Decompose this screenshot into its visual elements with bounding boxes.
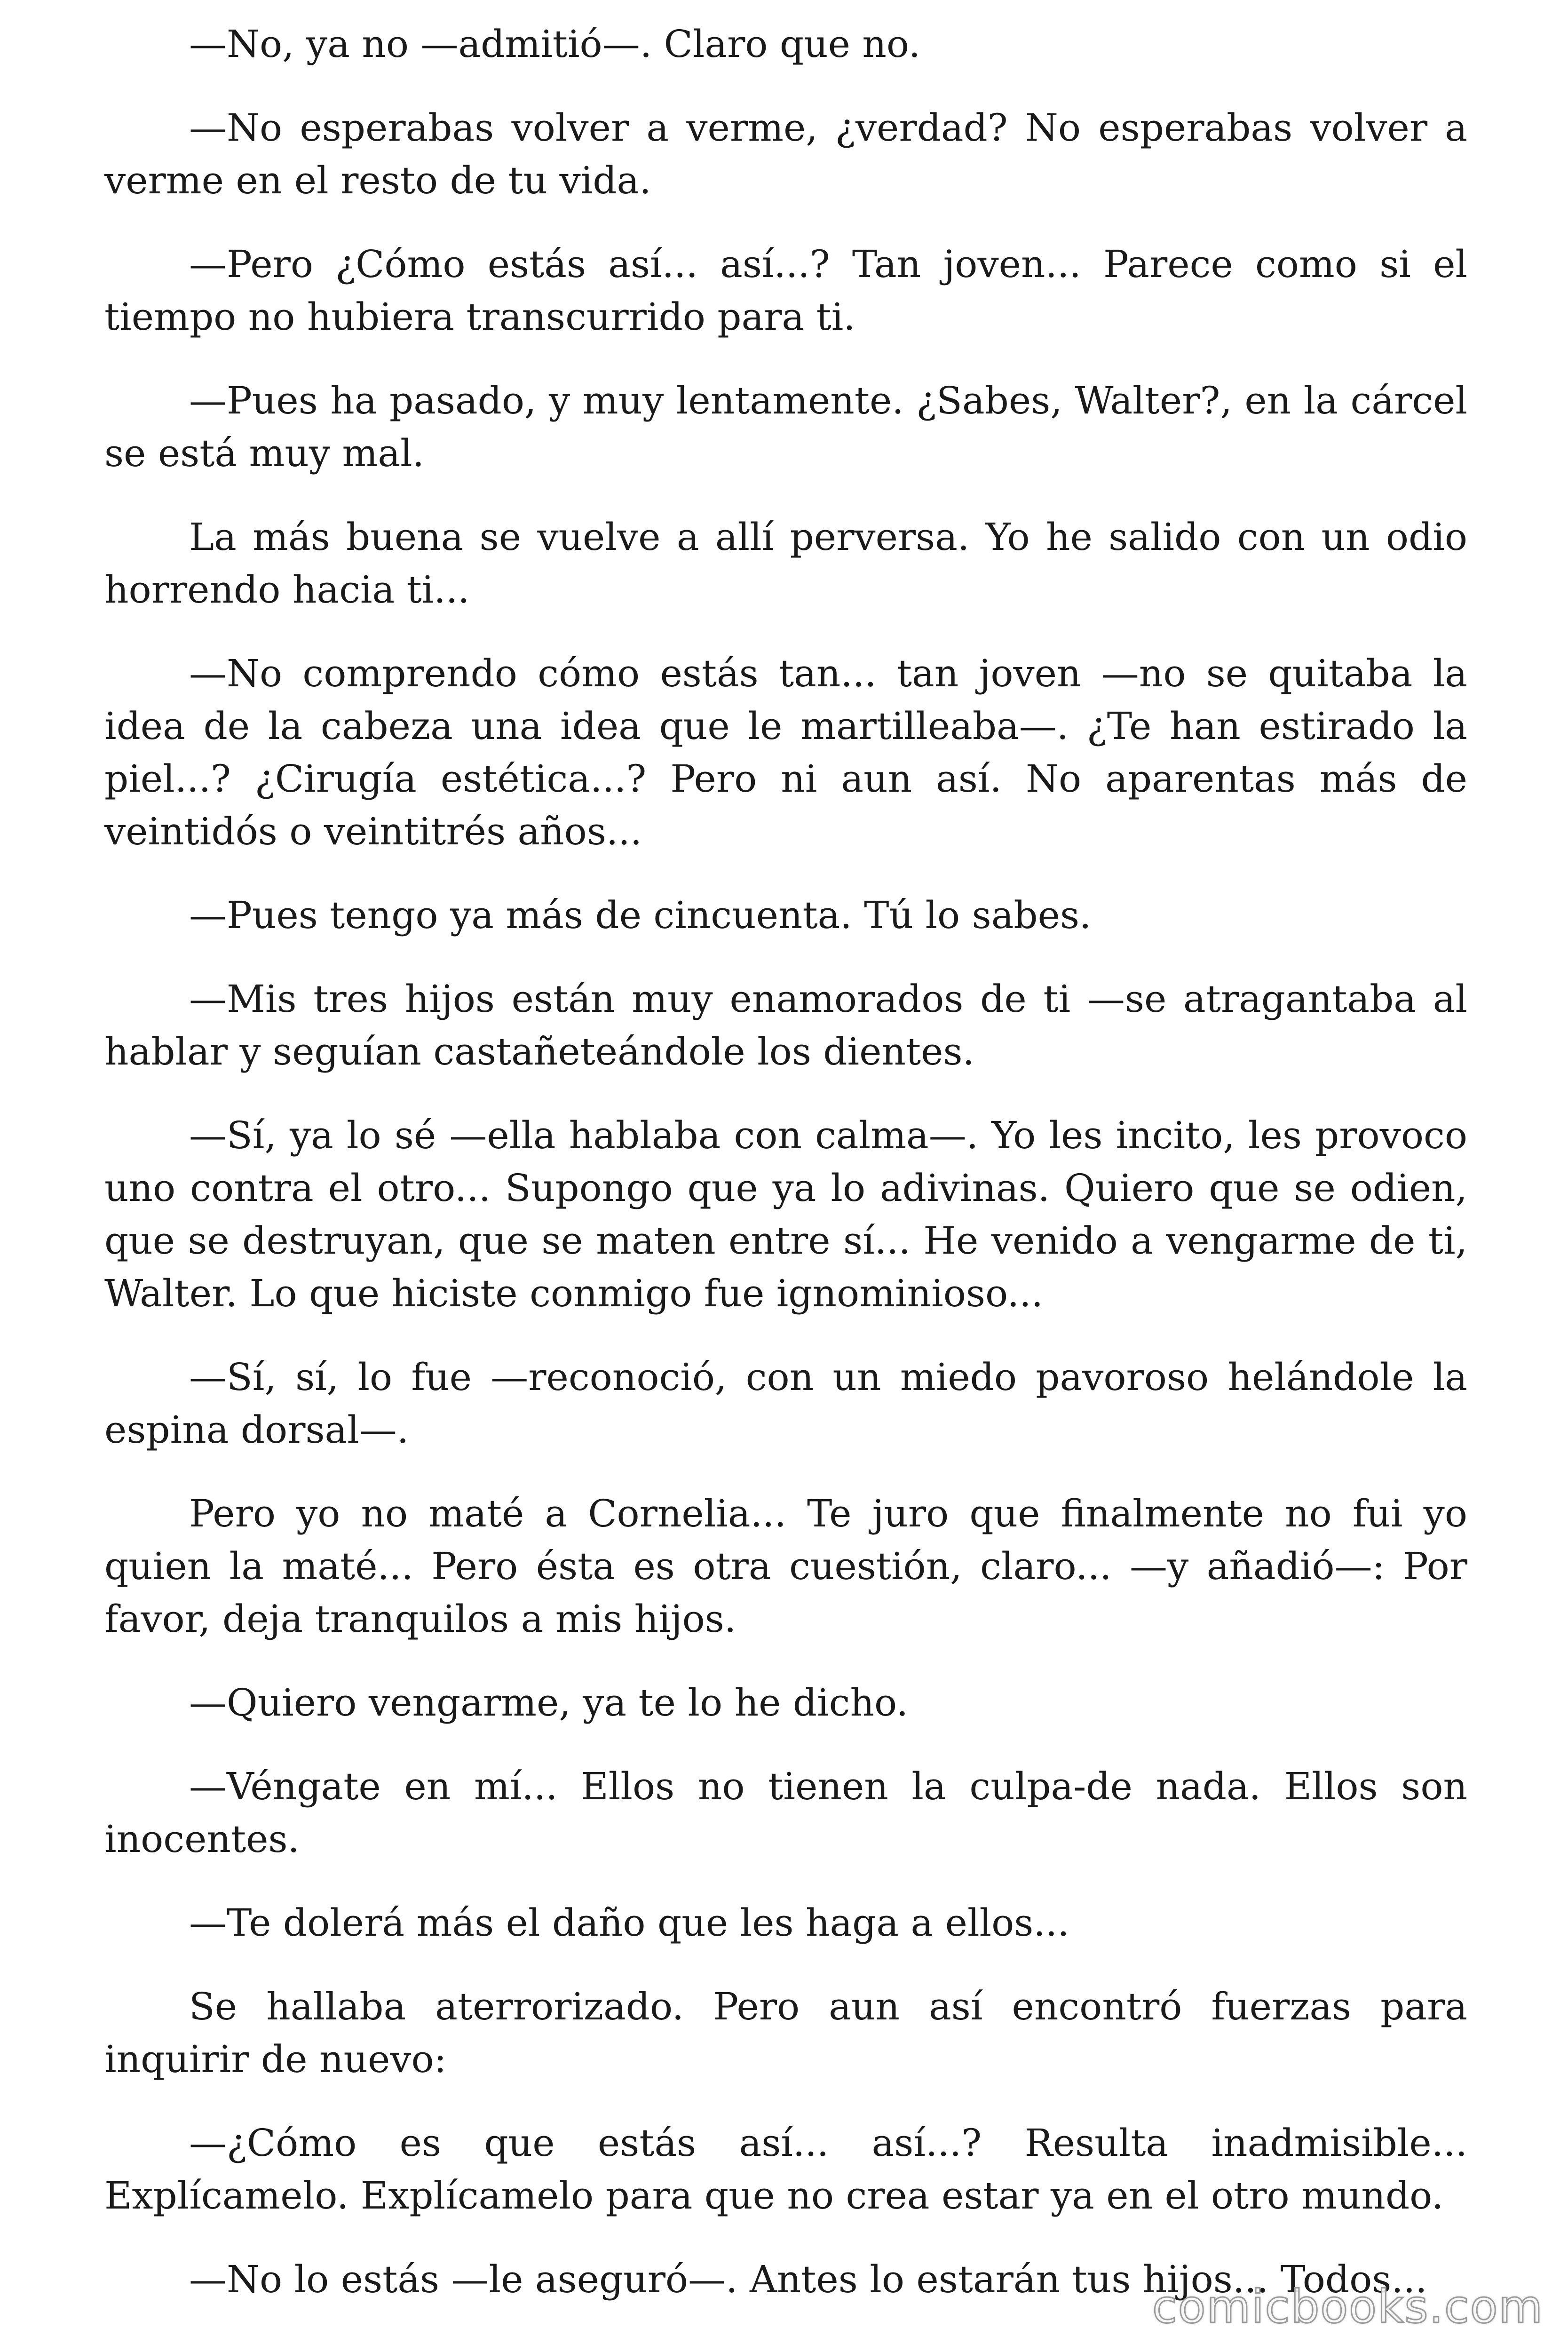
paragraph-15: Se hallaba aterrorizado. Pero aun así encontró fuerzas para inquirir de nuevo: <box>104 1985 1467 2081</box>
paragraph-13: —Véngate en mí... Ellos no tienen la culpa-de nada. Ellos son inocentes. <box>104 1764 1467 1861</box>
paragraph-11: Pero yo no maté a Cornelia... Te juro que finalmente no fui yo quien la maté... Pero ésta es otra cuestión, claro... —y añadió—: Por favor, deja tranquilos a mis hijos. <box>104 1492 1467 1641</box>
paragraph-14: —Te dolerá más el daño que les haga a ellos... <box>189 1901 1069 1945</box>
paragraph-16: —¿Cómo es que estás así... así...? Resulta inadmisible... Explícamelo. Explícamelo para que no crea estar ya en el otro mundo. <box>104 2121 1467 2217</box>
paragraph-1: —No, ya no —admitió—. Claro que no. <box>189 22 921 66</box>
book-page-text <box>104 18 1467 2337</box>
paragraph-6: —No comprendo cómo estás tan... tan joven —no se quitaba la idea de la cabeza una idea que le martilleaba—. ¿Te han estirado la piel...? ¿Cirugía estética...? Pero ni aun así. No aparentas más de veintidós o veintitrés años... <box>104 652 1467 853</box>
paragraph-5: La más buena se vuelve a allí perversa. Yo he salido con un odio horrendo hacia ti... <box>104 515 1467 612</box>
paragraph-4: —Pues ha pasado, y muy lentamente. ¿Sabes, Walter?, en la cárcel se está muy mal. <box>104 379 1467 475</box>
paragraph-8: —Mis tres hijos están muy enamorados de ti —se atragantaba al hablar y seguían castañeteándole los dientes. <box>104 977 1467 1073</box>
paragraph-2: —No esperabas volver a verme, ¿verdad? No esperabas volver a verme en el resto de tu vida. <box>104 106 1467 202</box>
paragraph-3: —Pero ¿Cómo estás así... así...? Tan joven... Parece como si el tiempo no hubiera transcurrido para ti. <box>104 242 1467 339</box>
watermark-text: comicbooks.com <box>1152 2280 1544 2333</box>
paragraph-17: —No lo estás —le aseguró—. Antes lo estarán tus hijos... Todos... <box>189 2257 1427 2301</box>
paragraph-12: —Quiero vengarme, ya te lo he dicho. <box>189 1681 909 1724</box>
paragraph-10: —Sí, sí, lo fue —reconoció, con un miedo pavoroso helándole la espina dorsal—. <box>104 1355 1467 1452</box>
paragraph-9: —Sí, ya lo sé —ella hablaba con calma—. Yo les incito, les provoco uno contra el otro... Supongo que ya lo adivinas. Quiero que se odien, que se destruyan, que se maten entre sí... He venido a vengarme de ti, Walter. Lo que hiciste conmigo fue ignominioso... <box>104 1113 1467 1315</box>
paragraph-7: —Pues tengo ya más de cincuenta. Tú lo sabes. <box>189 893 1092 937</box>
